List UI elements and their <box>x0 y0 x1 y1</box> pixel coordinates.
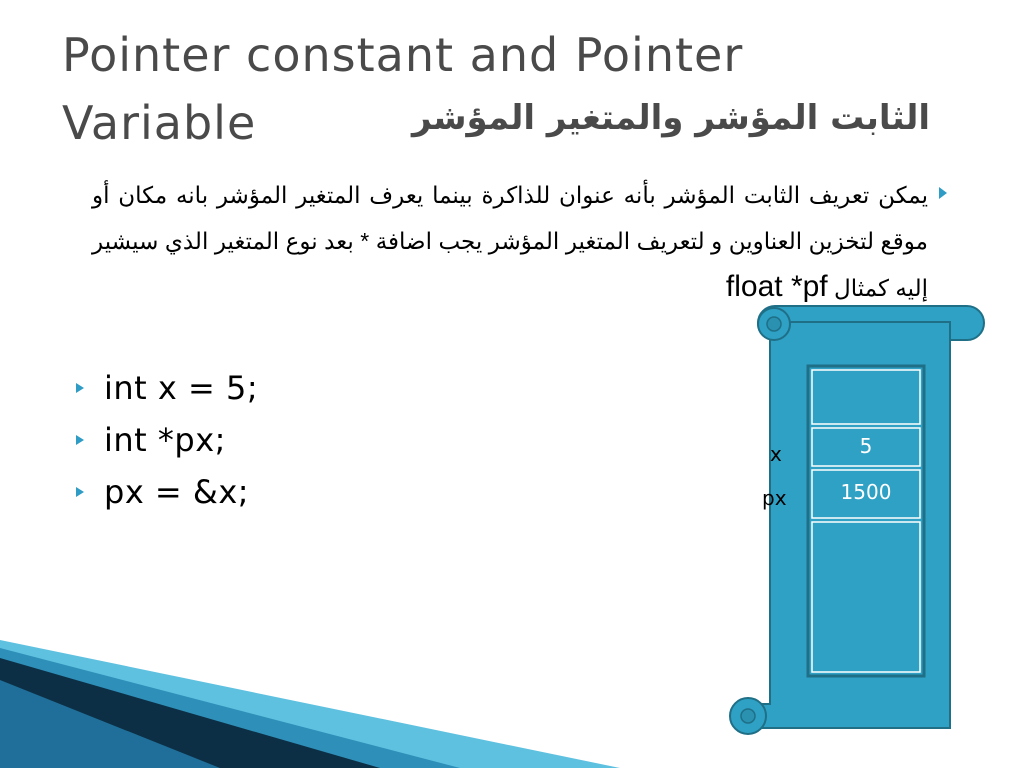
triangle-bullet-icon <box>936 186 950 200</box>
code-line-text: px = &x; <box>104 473 250 511</box>
arabic-example-code: float *pf <box>725 270 828 303</box>
code-line-text: int *px; <box>104 421 226 459</box>
slide-title-arabic: الثابت المؤشر والمتغير المؤشر <box>411 98 930 138</box>
decorative-corner-wedge <box>0 640 620 768</box>
memory-cell-px-value: 1500 <box>840 480 892 504</box>
code-line <box>74 362 258 414</box>
arabic-definition-text: يمكن تعريف الثابت المؤشر بأنه عنوان للذاكرة بينما يعرف المتغير المؤشر بانه مكان أو موقع لتخزين العناوين و لتعريف المتغير المؤشر يجب اضافة * بعد نوع المتغير الذي سيشير إليه كمثال <box>92 182 928 301</box>
code-line <box>74 466 258 518</box>
code-line-text: int x = 5; <box>104 369 259 407</box>
memory-scroll-diagram <box>718 304 990 740</box>
triangle-bullet-icon <box>74 382 86 394</box>
code-list <box>74 362 258 518</box>
arabic-definition-paragraph <box>92 172 928 311</box>
memory-label-px: px <box>762 486 787 510</box>
triangle-bullet-icon <box>74 486 86 498</box>
memory-cell-x-value: 5 <box>859 434 873 458</box>
slide-title-line-2: Variable <box>62 96 257 150</box>
memory-label-x: x <box>770 442 782 466</box>
slide-title-line-1: Pointer constant and Pointer <box>62 28 744 82</box>
triangle-bullet-icon <box>74 434 86 446</box>
code-line <box>74 414 258 466</box>
